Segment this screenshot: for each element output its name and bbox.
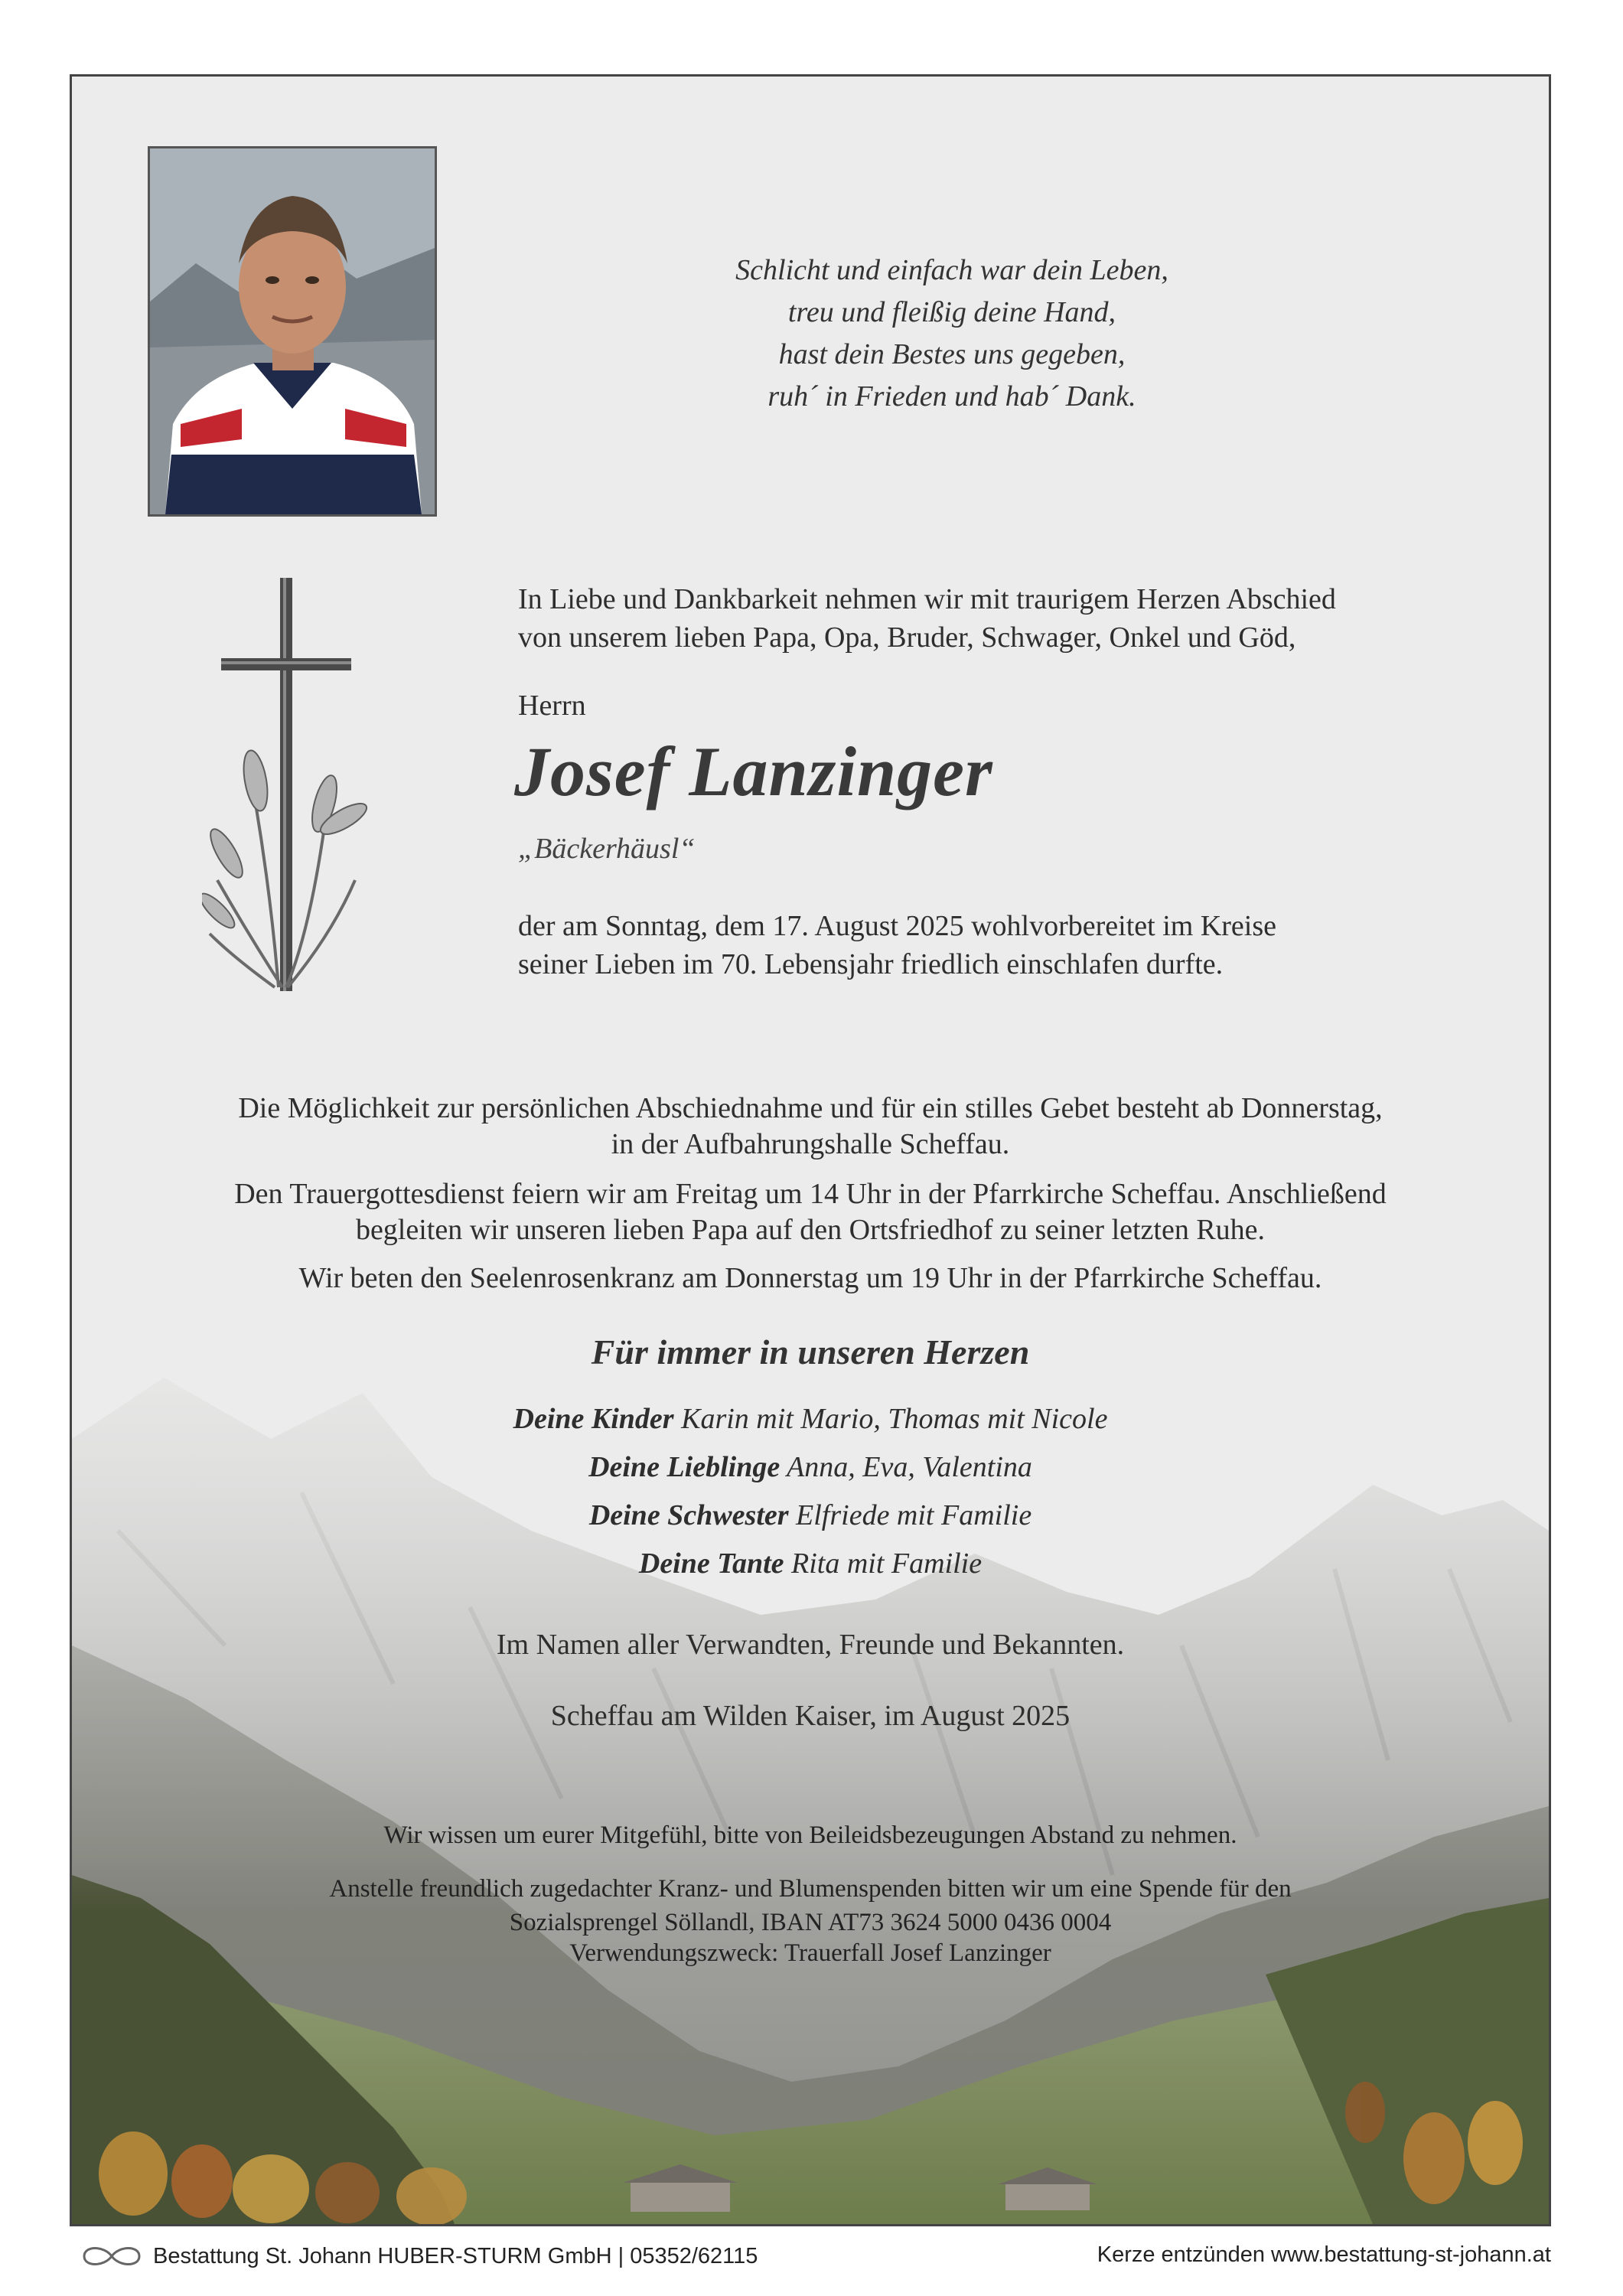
nickname: „Bäckerhäusl“: [518, 833, 696, 865]
family-names: Rita mit Familie: [791, 1548, 983, 1580]
poem-line: ruh´ in Frieden und hab´ Dank.: [768, 380, 1136, 413]
family-role: Deine Schwester: [588, 1499, 789, 1531]
footer-left: [73, 2242, 758, 2270]
family-role: Deine Tante: [638, 1548, 784, 1580]
viewing-line: in der Aufbahrungshalle Scheffau.: [611, 1128, 1010, 1160]
service-line: begleiten wir unseren lieben Papa auf den Ortsfriedhof zu seiner letzten Ruhe.: [355, 1214, 1266, 1246]
candle-link[interactable]: Kerze entzünden www.bestattung-st-johann.at: [1097, 2242, 1551, 2267]
intro-text: [518, 580, 1513, 657]
condolence-note: Wir wissen um eurer Mitgefühl, bitte von Beileidsbezeugungen Abstand zu nehmen.: [383, 1821, 1237, 1849]
donation-line: Sozialsprengel Söllandl, IBAN AT73 3624 5000 0436 0004: [509, 1909, 1112, 1936]
poem-line: hast dein Bestes uns gegeben,: [778, 338, 1126, 370]
family-role: Deine Lieblinge: [588, 1451, 781, 1483]
poem-line: treu und fleißig deine Hand,: [787, 296, 1116, 328]
death-notice: [518, 907, 1276, 983]
service-line: Den Trauergottesdienst feiern wir am Freitag um 14 Uhr in der Pfarrkirche Scheffau. Anschließend: [234, 1178, 1387, 1210]
family-names: Anna, Eva, Valentina: [787, 1451, 1032, 1483]
poem: [684, 249, 1220, 418]
obituary-card: [70, 74, 1551, 2226]
salutation: Herrn: [518, 690, 586, 722]
infinity-logo-icon: [73, 2242, 150, 2270]
cross-with-wheat-icon: [202, 574, 378, 995]
intro-line: von unserem lieben Papa, Opa, Bruder, Schwager, Onkel und Göd,: [518, 621, 1296, 654]
donation-line: Verwendungszweck: Trauerfall Josef Lanzinger: [569, 1939, 1051, 1967]
service-info: [72, 1176, 1549, 1248]
family-entry: [72, 1395, 1549, 1443]
family-names: Karin mit Mario, Thomas mit Nicole: [681, 1403, 1108, 1435]
place-date: Scheffau am Wilden Kaiser, im August 2025: [550, 1700, 1071, 1732]
family-entry: [72, 1492, 1549, 1540]
rosary-line: Wir beten den Seelenrosenkranz am Donnerstag um 19 Uhr in der Pfarrkirche Scheffau.: [298, 1262, 1322, 1294]
viewing-info: [72, 1091, 1549, 1163]
family-entry: [72, 1443, 1549, 1492]
deceased-name: Josef Lanzinger: [514, 732, 993, 810]
family-names: Elfriede mit Familie: [796, 1499, 1032, 1531]
family-list: [72, 1395, 1549, 1588]
footer: [0, 2235, 1623, 2281]
family-role: Deine Kinder: [513, 1403, 674, 1435]
death-notice-line: der am Sonntag, dem 17. August 2025 wohlvorbereitet im Kreise: [518, 910, 1276, 942]
rosary-info: [72, 1261, 1549, 1296]
donation-line: Anstelle freundlich zugedachter Kranz- und Blumenspenden bitten wir um eine Spende für den: [329, 1875, 1292, 1903]
family-entry: [72, 1540, 1549, 1588]
death-notice-line: seiner Lieben im 70. Lebensjahr friedlich einschlafen durfte.: [518, 948, 1224, 980]
viewing-line: Die Möglichkeit zur persönlichen Abschiednahme und für ein stilles Gebet besteht ab Donnerstag,: [238, 1092, 1383, 1124]
poem-line: Schlicht und einfach war dein Leben,: [735, 254, 1168, 286]
forever-heading: Für immer in unseren Herzen: [591, 1332, 1030, 1371]
funeral-home-info: Bestattung St. Johann HUBER-STURM GmbH | 05352/62115: [153, 2243, 758, 2268]
deceased-portrait-photo: [148, 146, 437, 517]
donation-info: [72, 1871, 1549, 1968]
relatives-line: Im Namen aller Verwandten, Freunde und Bekannten.: [496, 1629, 1125, 1661]
intro-line: In Liebe und Dankbarkeit nehmen wir mit traurigem Herzen Abschied: [518, 583, 1336, 615]
